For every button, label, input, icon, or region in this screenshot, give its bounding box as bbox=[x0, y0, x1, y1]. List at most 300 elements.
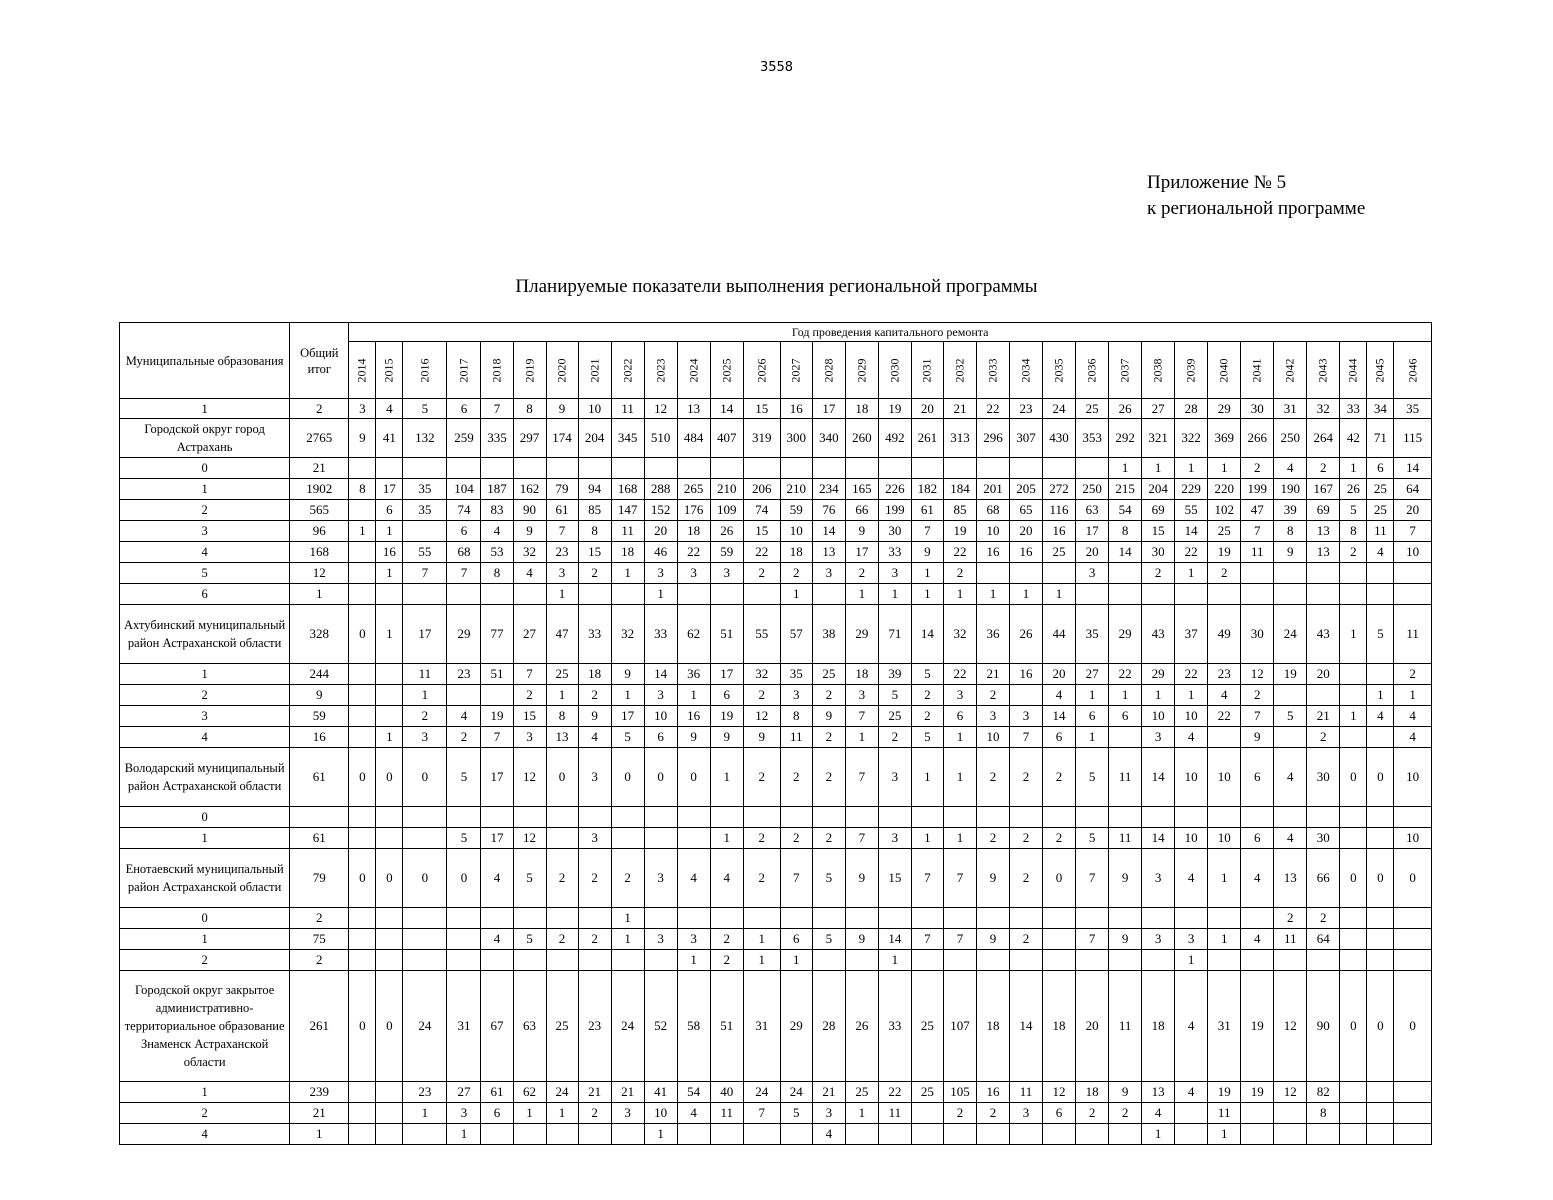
year-header bbox=[578, 342, 611, 399]
table-cell bbox=[1043, 807, 1076, 828]
table-cell: 68 bbox=[976, 500, 1009, 521]
table-cell bbox=[878, 458, 911, 479]
table-cell: 176 bbox=[677, 500, 710, 521]
table-cell: 9 bbox=[677, 727, 710, 748]
table-cell: 3 bbox=[1009, 1103, 1042, 1124]
table-cell: 322 bbox=[1175, 419, 1208, 458]
table-cell: 11 bbox=[1394, 605, 1432, 664]
table-cell: 14 bbox=[1394, 458, 1432, 479]
column-number: 24 bbox=[1043, 399, 1076, 419]
table-cell bbox=[1394, 908, 1432, 929]
table-cell: 27 bbox=[513, 605, 546, 664]
table-cell: 215 bbox=[1109, 479, 1142, 500]
table-cell bbox=[743, 458, 780, 479]
table-cell: 4 bbox=[1208, 685, 1241, 706]
table-cell: 1 bbox=[1142, 685, 1175, 706]
table-cell bbox=[1142, 908, 1175, 929]
table-row bbox=[120, 828, 1432, 849]
row-total: 61 bbox=[290, 828, 349, 849]
table-cell: 21 bbox=[812, 1082, 845, 1103]
table-cell: 74 bbox=[447, 500, 481, 521]
table-cell bbox=[677, 584, 710, 605]
table-cell bbox=[546, 1124, 578, 1145]
table-cell bbox=[812, 950, 845, 971]
table-cell bbox=[1274, 807, 1307, 828]
row-label: Енотаевский муниципальный район Астраханской области bbox=[120, 849, 290, 908]
table-cell: 11 bbox=[1109, 971, 1142, 1082]
table-cell bbox=[349, 664, 376, 685]
table-cell bbox=[780, 458, 812, 479]
table-cell: 3 bbox=[644, 685, 677, 706]
table-cell bbox=[1394, 584, 1432, 605]
table-cell bbox=[447, 458, 481, 479]
table-cell: 167 bbox=[1307, 479, 1340, 500]
year-label: 2020 bbox=[554, 358, 569, 383]
table-row bbox=[120, 929, 1432, 950]
table-cell: 25 bbox=[1208, 521, 1241, 542]
table-cell bbox=[1367, 584, 1394, 605]
table-cell: 1 bbox=[611, 908, 644, 929]
table-cell bbox=[812, 908, 845, 929]
table-cell: 229 bbox=[1175, 479, 1208, 500]
table-cell: 29 bbox=[447, 605, 481, 664]
year-header bbox=[376, 342, 403, 399]
table-cell bbox=[1394, 1124, 1432, 1145]
table-cell: 13 bbox=[1142, 1082, 1175, 1103]
table-cell: 1 bbox=[546, 584, 578, 605]
table-cell: 4 bbox=[1175, 971, 1208, 1082]
table-cell bbox=[611, 458, 644, 479]
year-label: 2014 bbox=[354, 358, 369, 383]
table-cell: 8 bbox=[546, 706, 578, 727]
table-cell: 2 bbox=[812, 828, 845, 849]
table-cell bbox=[878, 807, 911, 828]
table-row bbox=[120, 521, 1432, 542]
table-cell: 2 bbox=[743, 563, 780, 584]
table-cell bbox=[1043, 563, 1076, 584]
table-cell: 65 bbox=[1009, 500, 1042, 521]
table-cell: 2 bbox=[1076, 1103, 1109, 1124]
table-cell bbox=[943, 908, 976, 929]
table-cell: 5 bbox=[911, 727, 943, 748]
row-label: 2 bbox=[120, 1103, 290, 1124]
table-cell: 210 bbox=[710, 479, 743, 500]
table-cell bbox=[1175, 1124, 1208, 1145]
table-cell: 3 bbox=[943, 685, 976, 706]
table-cell: 22 bbox=[943, 542, 976, 563]
table-cell: 5 bbox=[513, 929, 546, 950]
year-label: 2018 bbox=[489, 358, 504, 383]
year-header bbox=[911, 342, 943, 399]
table-cell bbox=[1274, 1124, 1307, 1145]
table-cell: 201 bbox=[976, 479, 1009, 500]
table-cell: 5 bbox=[911, 664, 943, 685]
table-cell bbox=[1274, 563, 1307, 584]
table-cell bbox=[1307, 950, 1340, 971]
table-cell bbox=[1340, 584, 1367, 605]
table-cell: 10 bbox=[1208, 748, 1241, 807]
table-cell: 1 bbox=[677, 685, 710, 706]
table-cell bbox=[447, 584, 481, 605]
table-cell: 4 bbox=[710, 849, 743, 908]
table-cell bbox=[1241, 1103, 1274, 1124]
table-cell: 2 bbox=[447, 727, 481, 748]
table-cell: 22 bbox=[1175, 664, 1208, 685]
table-cell: 3 bbox=[878, 748, 911, 807]
table-cell: 3 bbox=[578, 748, 611, 807]
table-cell: 5 bbox=[513, 849, 546, 908]
year-header bbox=[1043, 342, 1076, 399]
table-cell: 0 bbox=[349, 748, 376, 807]
table-cell: 27 bbox=[447, 1082, 481, 1103]
table-cell: 3 bbox=[578, 828, 611, 849]
table-cell: 288 bbox=[644, 479, 677, 500]
column-number: 2 bbox=[290, 399, 349, 419]
table-cell: 55 bbox=[403, 542, 447, 563]
table-cell: 27 bbox=[1076, 664, 1109, 685]
table-cell: 6 bbox=[376, 500, 403, 521]
table-cell bbox=[1340, 1124, 1367, 1145]
table-cell: 10 bbox=[1175, 748, 1208, 807]
row-total: 21 bbox=[290, 1103, 349, 1124]
table-cell: 4 bbox=[1241, 849, 1274, 908]
table-cell: 6 bbox=[710, 685, 743, 706]
table-cell: 9 bbox=[743, 727, 780, 748]
page-number: 3558 bbox=[759, 60, 794, 75]
table-cell: 1 bbox=[780, 950, 812, 971]
table-cell: 260 bbox=[845, 419, 878, 458]
table-cell: 11 bbox=[403, 664, 447, 685]
table-cell bbox=[349, 584, 376, 605]
table-cell bbox=[1076, 1124, 1109, 1145]
table-cell: 1 bbox=[845, 727, 878, 748]
table-cell: 250 bbox=[1076, 479, 1109, 500]
table-cell bbox=[911, 950, 943, 971]
table-cell: 3 bbox=[878, 563, 911, 584]
table-cell bbox=[677, 908, 710, 929]
table-cell bbox=[1340, 908, 1367, 929]
table-cell: 24 bbox=[403, 971, 447, 1082]
table-cell: 1 bbox=[911, 563, 943, 584]
table-cell: 0 bbox=[644, 748, 677, 807]
table-cell: 2 bbox=[1009, 849, 1042, 908]
table-cell: 250 bbox=[1274, 419, 1307, 458]
table-cell bbox=[513, 908, 546, 929]
table-cell bbox=[403, 521, 447, 542]
table-cell: 9 bbox=[1241, 727, 1274, 748]
table-cell: 3 bbox=[812, 563, 845, 584]
table-cell: 36 bbox=[677, 664, 710, 685]
table-cell: 1 bbox=[1208, 458, 1241, 479]
table-cell: 18 bbox=[677, 521, 710, 542]
table-cell bbox=[1274, 1103, 1307, 1124]
table-cell: 199 bbox=[878, 500, 911, 521]
table-cell: 30 bbox=[1307, 828, 1340, 849]
table-cell: 1 bbox=[644, 584, 677, 605]
table-cell bbox=[1009, 807, 1042, 828]
row-label: 1 bbox=[120, 664, 290, 685]
table-cell: 51 bbox=[710, 971, 743, 1082]
table-cell: 16 bbox=[1043, 521, 1076, 542]
table-cell bbox=[1394, 929, 1432, 950]
table-cell bbox=[546, 950, 578, 971]
column-number: 28 bbox=[1175, 399, 1208, 419]
table-cell: 296 bbox=[976, 419, 1009, 458]
table-cell: 1 bbox=[943, 727, 976, 748]
table-cell: 59 bbox=[710, 542, 743, 563]
table-cell: 71 bbox=[878, 605, 911, 664]
table-cell: 90 bbox=[513, 500, 546, 521]
table-cell bbox=[710, 1124, 743, 1145]
table-cell: 11 bbox=[1274, 929, 1307, 950]
table-cell bbox=[644, 458, 677, 479]
table-cell: 66 bbox=[845, 500, 878, 521]
table-cell: 204 bbox=[1142, 479, 1175, 500]
table-cell: 7 bbox=[911, 849, 943, 908]
table-cell: 2 bbox=[578, 563, 611, 584]
table-cell: 20 bbox=[1043, 664, 1076, 685]
table-cell: 187 bbox=[481, 479, 513, 500]
year-label: 2038 bbox=[1150, 358, 1165, 383]
table-cell: 35 bbox=[1076, 605, 1109, 664]
table-cell: 10 bbox=[1175, 706, 1208, 727]
column-number: 1 bbox=[120, 399, 290, 419]
table-cell: 29 bbox=[1109, 605, 1142, 664]
table-cell: 7 bbox=[911, 521, 943, 542]
row-total: 21 bbox=[290, 458, 349, 479]
table-cell bbox=[976, 563, 1009, 584]
table-cell: 105 bbox=[943, 1082, 976, 1103]
table-cell bbox=[611, 584, 644, 605]
table-cell: 220 bbox=[1208, 479, 1241, 500]
table-cell: 20 bbox=[644, 521, 677, 542]
year-header bbox=[611, 342, 644, 399]
table-cell: 16 bbox=[976, 542, 1009, 563]
table-cell: 116 bbox=[1043, 500, 1076, 521]
table-row bbox=[120, 664, 1432, 685]
table-cell: 2 bbox=[976, 1103, 1009, 1124]
table-cell bbox=[1241, 950, 1274, 971]
table-cell bbox=[513, 807, 546, 828]
table-cell: 18 bbox=[1076, 1082, 1109, 1103]
table-row bbox=[120, 458, 1432, 479]
table-cell: 8 bbox=[1274, 521, 1307, 542]
year-header bbox=[546, 342, 578, 399]
year-label: 2015 bbox=[381, 358, 396, 383]
table-cell: 23 bbox=[546, 542, 578, 563]
table-cell: 7 bbox=[447, 563, 481, 584]
table-cell: 1 bbox=[878, 950, 911, 971]
table-cell: 0 bbox=[403, 849, 447, 908]
table-cell: 2 bbox=[611, 849, 644, 908]
table-cell: 3 bbox=[403, 727, 447, 748]
table-cell: 3 bbox=[644, 849, 677, 908]
table-cell: 25 bbox=[911, 971, 943, 1082]
table-cell: 23 bbox=[578, 971, 611, 1082]
row-label: 5 bbox=[120, 563, 290, 584]
table-cell: 85 bbox=[943, 500, 976, 521]
table-cell: 165 bbox=[845, 479, 878, 500]
year-header bbox=[812, 342, 845, 399]
table-cell: 0 bbox=[349, 605, 376, 664]
year-header bbox=[845, 342, 878, 399]
table-cell: 8 bbox=[1307, 1103, 1340, 1124]
table-cell bbox=[911, 1124, 943, 1145]
table-cell: 162 bbox=[513, 479, 546, 500]
table-cell: 2 bbox=[578, 929, 611, 950]
column-number: 12 bbox=[644, 399, 677, 419]
table-row bbox=[120, 727, 1432, 748]
table-cell: 2 bbox=[578, 849, 611, 908]
table-cell: 1 bbox=[1394, 685, 1432, 706]
table-cell: 90 bbox=[1307, 971, 1340, 1082]
year-header bbox=[349, 342, 376, 399]
table-cell bbox=[611, 950, 644, 971]
table-cell bbox=[513, 584, 546, 605]
year-label: 2035 bbox=[1051, 358, 1066, 383]
table-cell: 1 bbox=[403, 685, 447, 706]
table-cell: 9 bbox=[710, 727, 743, 748]
table-cell bbox=[1274, 584, 1307, 605]
table-cell: 5 bbox=[780, 1103, 812, 1124]
table-cell: 1 bbox=[403, 1103, 447, 1124]
table-cell bbox=[1043, 929, 1076, 950]
table-cell bbox=[1394, 1103, 1432, 1124]
table-cell: 484 bbox=[677, 419, 710, 458]
year-label: 2025 bbox=[719, 358, 734, 383]
row-total: 75 bbox=[290, 929, 349, 950]
row-total: 2765 bbox=[290, 419, 349, 458]
year-header bbox=[403, 342, 447, 399]
year-header bbox=[644, 342, 677, 399]
table-cell: 18 bbox=[611, 542, 644, 563]
row-label: 1 bbox=[120, 929, 290, 950]
table-cell bbox=[481, 584, 513, 605]
table-cell: 3 bbox=[1009, 706, 1042, 727]
table-cell: 83 bbox=[481, 500, 513, 521]
column-number: 10 bbox=[578, 399, 611, 419]
table-cell bbox=[376, 584, 403, 605]
table-cell: 3 bbox=[644, 929, 677, 950]
table-cell: 19 bbox=[1274, 664, 1307, 685]
table-cell bbox=[644, 828, 677, 849]
year-label: 2030 bbox=[887, 358, 902, 383]
table-cell: 2 bbox=[578, 685, 611, 706]
table-cell: 44 bbox=[1043, 605, 1076, 664]
table-cell: 4 bbox=[513, 563, 546, 584]
table-cell: 32 bbox=[611, 605, 644, 664]
table-cell: 0 bbox=[1367, 849, 1394, 908]
row-total: 59 bbox=[290, 706, 349, 727]
table-cell: 272 bbox=[1043, 479, 1076, 500]
table-cell: 14 bbox=[878, 929, 911, 950]
column-number: 7 bbox=[481, 399, 513, 419]
table-cell: 7 bbox=[845, 828, 878, 849]
table-cell: 2 bbox=[1340, 542, 1367, 563]
year-label: 2046 bbox=[1405, 358, 1420, 383]
table-cell: 12 bbox=[513, 748, 546, 807]
table-cell: 430 bbox=[1043, 419, 1076, 458]
year-label: 2023 bbox=[653, 358, 668, 383]
row-label: 4 bbox=[120, 727, 290, 748]
row-label: Володарский муниципальный район Астраханской области bbox=[120, 748, 290, 807]
table-cell: 3 bbox=[878, 828, 911, 849]
table-cell bbox=[481, 458, 513, 479]
table-cell: 2 bbox=[780, 748, 812, 807]
table-cell: 23 bbox=[447, 664, 481, 685]
table-cell bbox=[349, 1124, 376, 1145]
table-cell: 9 bbox=[911, 542, 943, 563]
year-header bbox=[780, 342, 812, 399]
table-cell: 35 bbox=[403, 500, 447, 521]
table-cell bbox=[349, 908, 376, 929]
table-cell bbox=[677, 458, 710, 479]
table-cell bbox=[578, 950, 611, 971]
table-cell bbox=[349, 727, 376, 748]
table-cell bbox=[943, 458, 976, 479]
table-row bbox=[120, 849, 1432, 908]
table-cell: 25 bbox=[878, 706, 911, 727]
table-cell: 11 bbox=[1367, 521, 1394, 542]
table-cell: 4 bbox=[1274, 828, 1307, 849]
table-cell: 210 bbox=[780, 479, 812, 500]
table-cell: 2 bbox=[812, 685, 845, 706]
table-cell: 297 bbox=[513, 419, 546, 458]
table-row bbox=[120, 807, 1432, 828]
table-cell: 5 bbox=[1340, 500, 1367, 521]
table-cell bbox=[403, 929, 447, 950]
table-cell bbox=[1394, 807, 1432, 828]
table-cell: 9 bbox=[845, 929, 878, 950]
year-header bbox=[1009, 342, 1042, 399]
year-header bbox=[878, 342, 911, 399]
table-cell: 4 bbox=[447, 706, 481, 727]
row-label: 0 bbox=[120, 458, 290, 479]
table-cell: 1 bbox=[1109, 458, 1142, 479]
table-cell: 1 bbox=[376, 521, 403, 542]
table-cell: 7 bbox=[911, 929, 943, 950]
table-cell: 15 bbox=[513, 706, 546, 727]
table-cell: 9 bbox=[349, 419, 376, 458]
table-cell bbox=[376, 458, 403, 479]
year-label: 2016 bbox=[417, 358, 432, 383]
table-cell: 6 bbox=[1241, 748, 1274, 807]
table-cell: 10 bbox=[1208, 828, 1241, 849]
table-cell: 3 bbox=[677, 563, 710, 584]
table-cell bbox=[1043, 908, 1076, 929]
table-cell bbox=[1367, 664, 1394, 685]
table-cell: 6 bbox=[1076, 706, 1109, 727]
table-cell bbox=[677, 828, 710, 849]
row-total: 565 bbox=[290, 500, 349, 521]
table-cell bbox=[1307, 563, 1340, 584]
year-label: 2045 bbox=[1372, 358, 1387, 383]
table-cell: 4 bbox=[677, 1103, 710, 1124]
table-cell bbox=[845, 908, 878, 929]
table-cell: 25 bbox=[546, 664, 578, 685]
table-cell bbox=[943, 950, 976, 971]
table-cell: 19 bbox=[710, 706, 743, 727]
year-label: 2041 bbox=[1249, 358, 1264, 383]
column-number: 13 bbox=[677, 399, 710, 419]
table-cell: 61 bbox=[546, 500, 578, 521]
row-total: 239 bbox=[290, 1082, 349, 1103]
year-header bbox=[1175, 342, 1208, 399]
table-cell: 1 bbox=[1142, 458, 1175, 479]
table-cell: 7 bbox=[481, 727, 513, 748]
table-cell: 19 bbox=[1208, 1082, 1241, 1103]
table-row bbox=[120, 500, 1432, 521]
